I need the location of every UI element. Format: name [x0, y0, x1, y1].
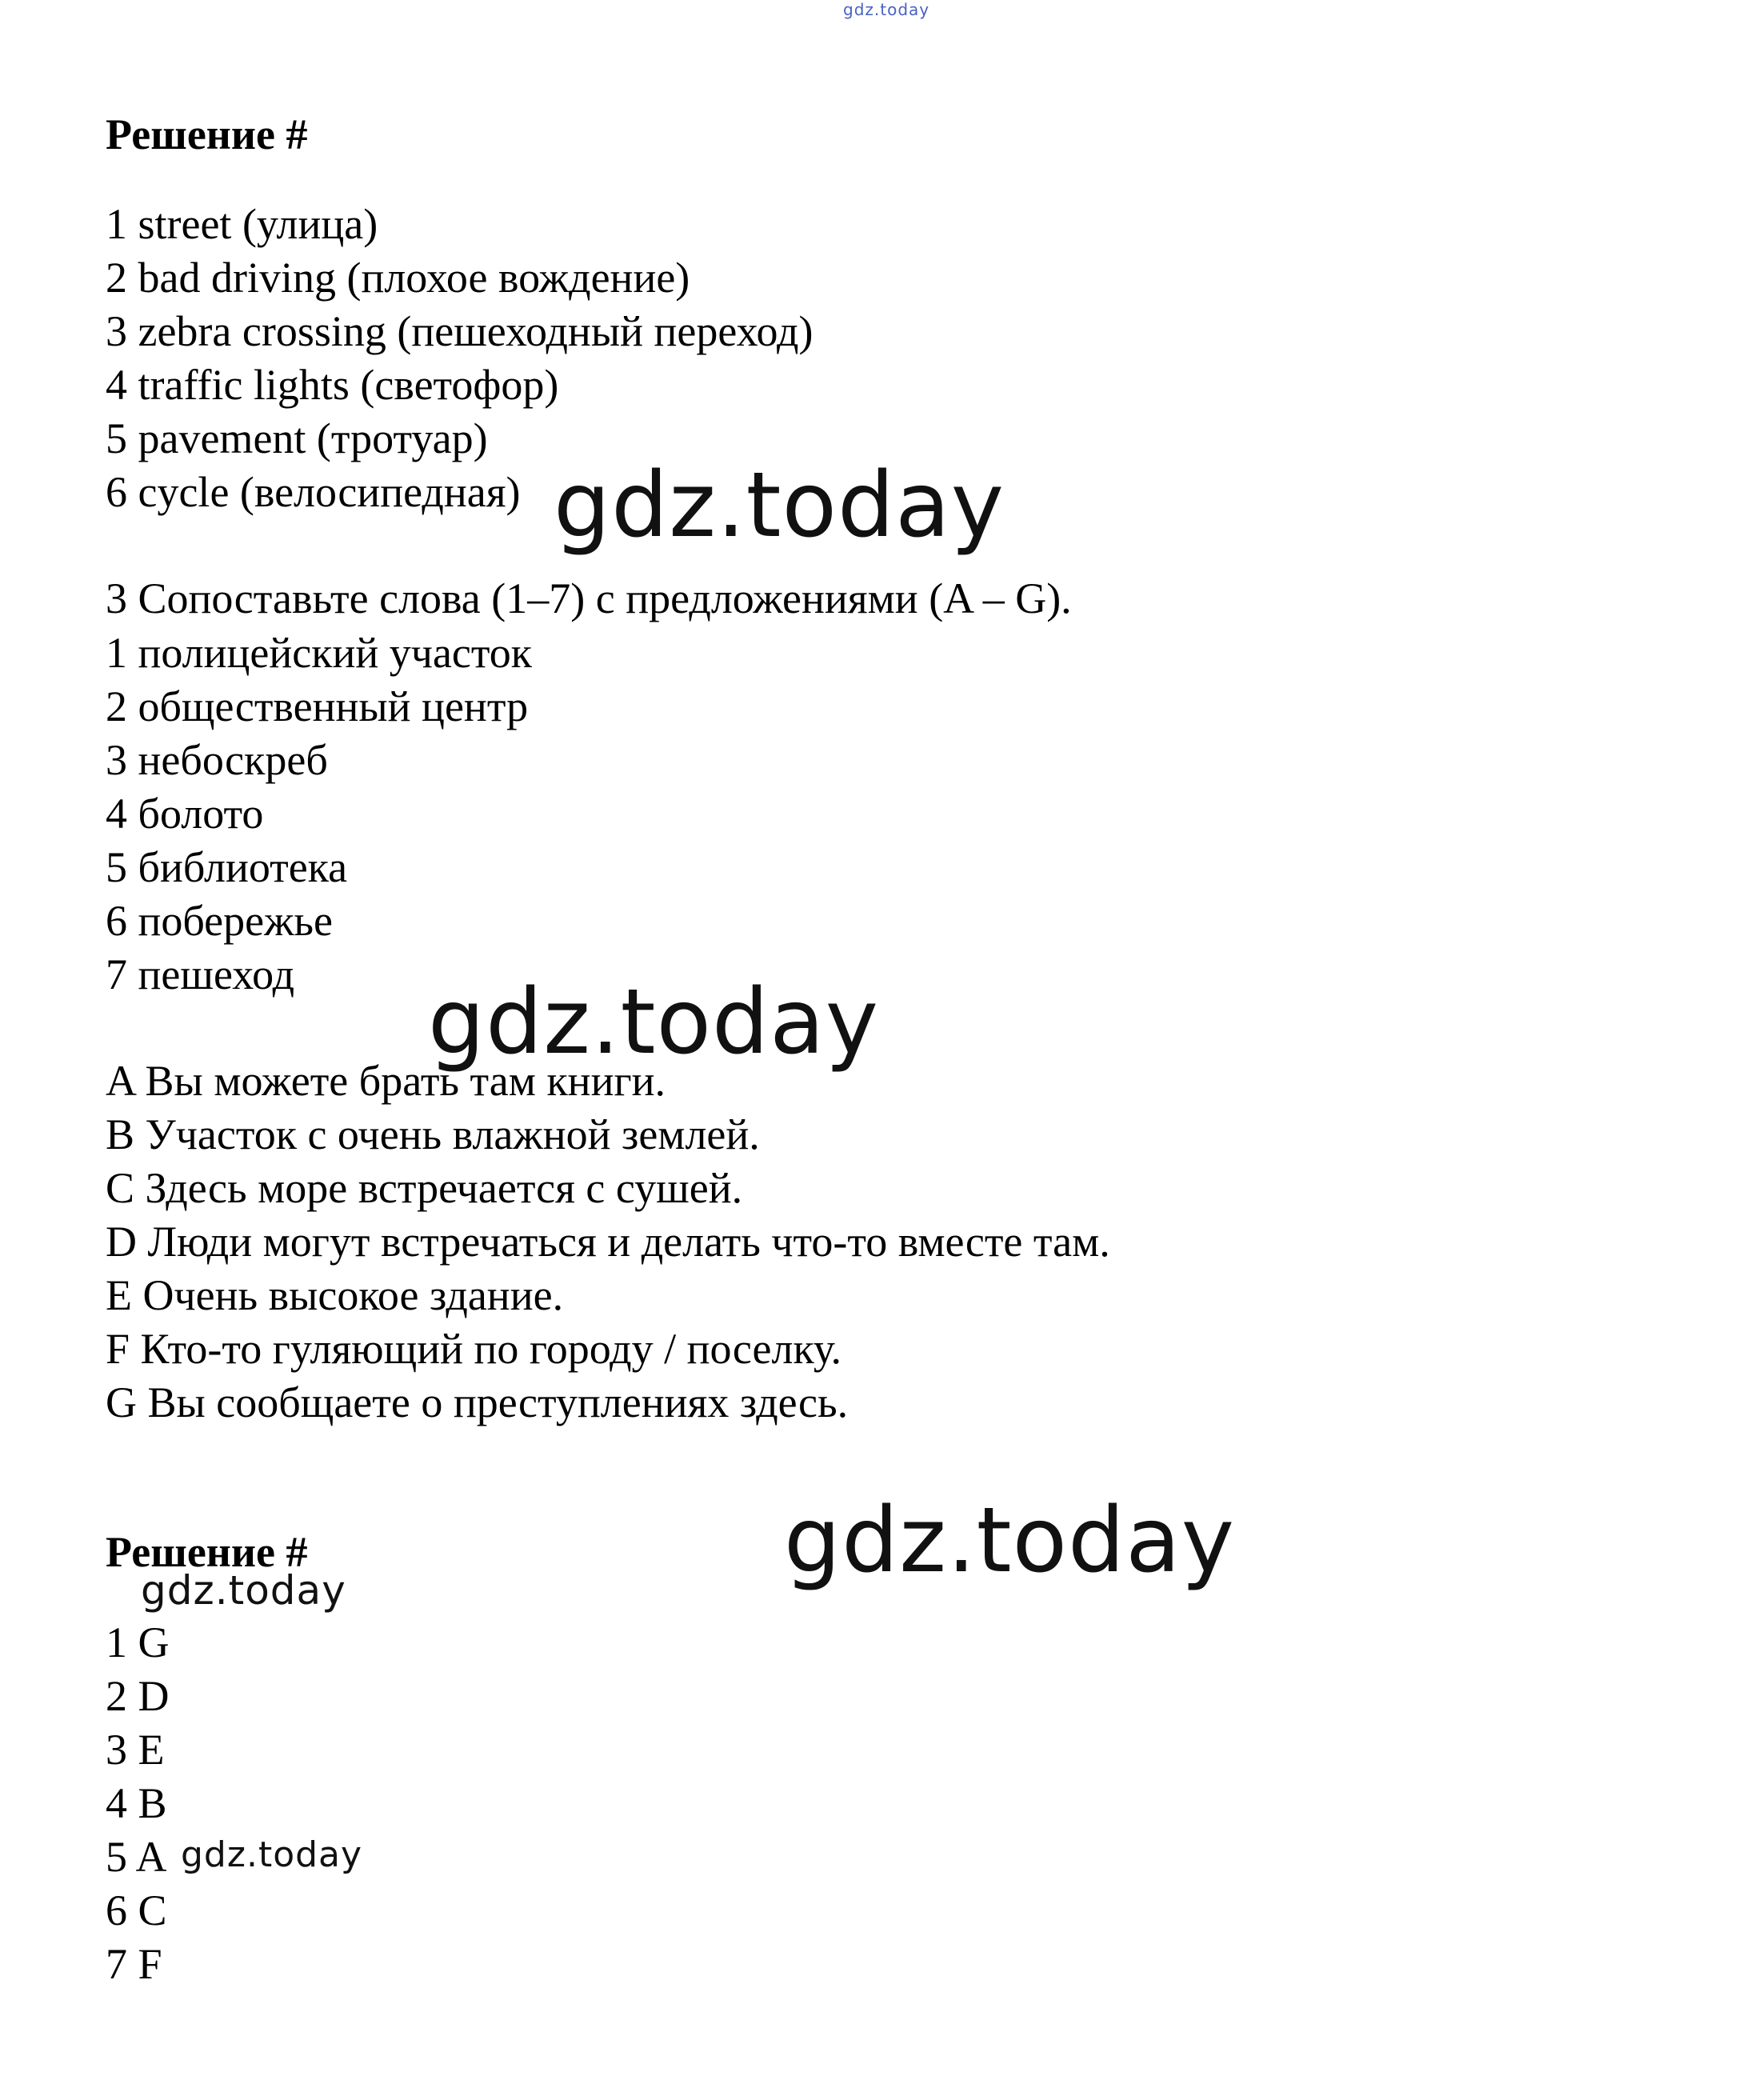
solution-1-line-6: 6 cycle (велосипедная) [106, 468, 521, 516]
answer-5: 5 A [106, 1833, 167, 1881]
answer-2: 2 D [106, 1672, 170, 1720]
task-sentence-f: F Кто-то гуляющий по городу / поселку. [106, 1325, 842, 1373]
solution-heading-1: Решение # [106, 110, 308, 158]
solution-1-line-3: 3 zebra crossing (пешеходный переход) [106, 307, 814, 355]
watermark-logo-3: gdz.today [784, 1489, 1236, 1593]
answer-6: 6 C [106, 1886, 167, 1934]
watermark-logo-2: gdz.today [428, 970, 880, 1074]
answer-7: 7 F [106, 1940, 162, 1988]
task-word-4: 4 болото [106, 790, 264, 838]
answer-4: 4 B [106, 1779, 167, 1827]
watermark-logo-5: gdz.today [181, 1834, 363, 1875]
task-sentence-b: B Участок с очень влажной землей. [106, 1110, 760, 1158]
answer-3: 3 E [106, 1726, 165, 1774]
solution-1-line-5: 5 pavement (тротуар) [106, 414, 488, 462]
task-title: 3 Сопоставьте слова (1–7) с предложениями (A – G). [106, 574, 1072, 622]
solution-1-line-1: 1 street (улица) [106, 200, 378, 248]
task-word-6: 6 побережье [106, 897, 334, 945]
task-word-5: 5 библиотека [106, 843, 348, 891]
answer-1: 1 G [106, 1618, 170, 1666]
task-sentence-d: D Люди могут встречаться и делать что-то вместе там. [106, 1218, 1110, 1266]
task-sentence-g: G Вы сообщаете о преступлениях здесь. [106, 1378, 849, 1426]
watermark-logo-4: gdz.today [141, 1567, 346, 1614]
task-word-2: 2 общественный центр [106, 682, 529, 730]
solution-heading-2: Решение # [106, 1528, 308, 1576]
task-sentence-c: C Здесь море встречается с сушей. [106, 1164, 743, 1212]
task-word-7: 7 пешеход [106, 950, 295, 998]
task-word-3: 3 небоскреб [106, 736, 328, 784]
solution-1-line-2: 2 bad driving (плохое вождение) [106, 254, 690, 302]
watermark-top-logo: gdz.today [843, 0, 930, 19]
watermark-logo-1: gdz.today [554, 454, 1005, 558]
solution-1-line-4: 4 traffic lights (светофор) [106, 361, 559, 409]
task-sentence-a: A Вы можете брать там книги. [106, 1057, 666, 1105]
task-word-1: 1 полицейский участок [106, 629, 533, 677]
task-sentence-e: E Очень высокое здание. [106, 1271, 564, 1319]
